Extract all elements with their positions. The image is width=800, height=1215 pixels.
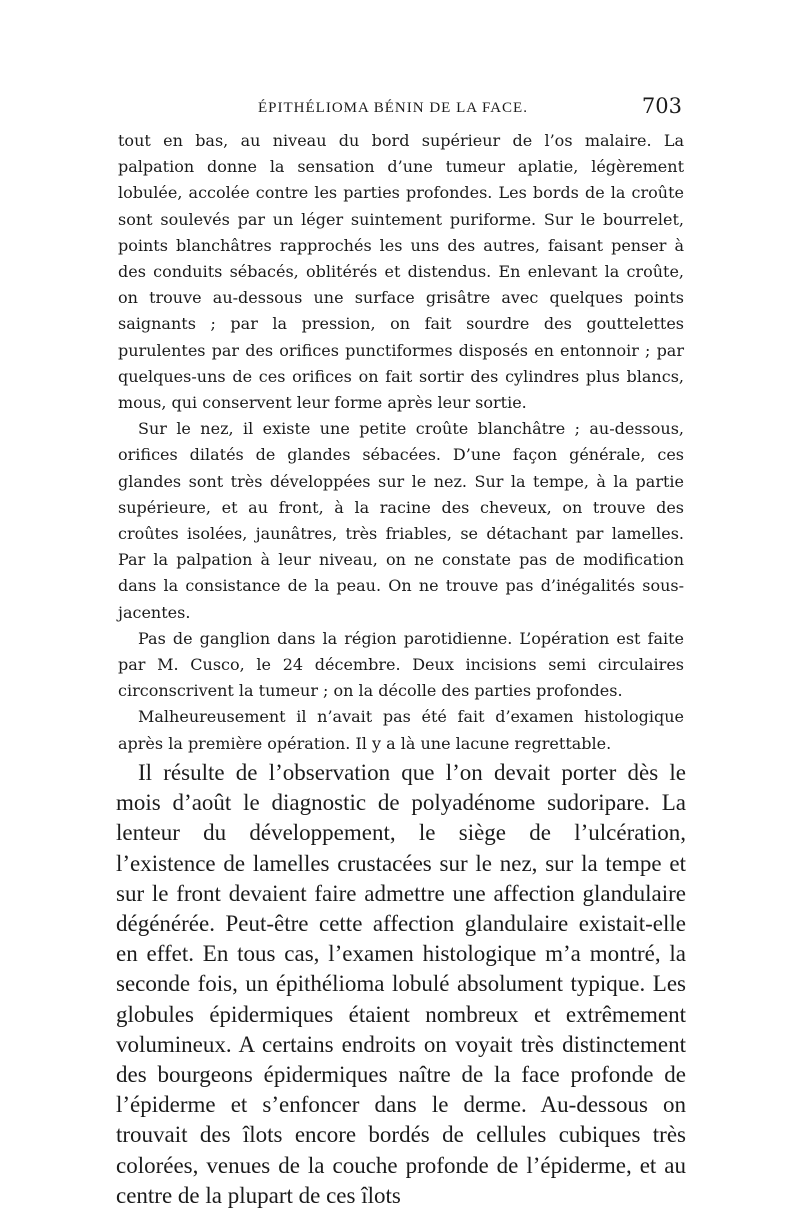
page-number: 703: [641, 94, 682, 118]
observation-text: [118, 128, 684, 757]
observation-paragraph: tout en bas, au niveau du bord supérieur de l’os malaire. La palpation donne la sensation d’une tumeur aplatie, légèrement lobulée, accolée contre les parties profondes. Les bords de la croûte sont soulevés par un léger suintement puriforme. Sur le bourrelet, points blanchâtres rapprochés les uns des autres, faisant penser à des conduits sébacés, oblitérés et distendus. En enlevant la croûte, on trouve au-dessous une surface grisâtre avec quelques points saignants ; par la pression, on fait sourdre des gouttelettes purulentes par des orifices punctiformes disposés en entonnoir ; par quelques-uns de ces orifices on fait sortir des cylindres plus blancs, mous, qui conservent leur forme après leur sortie.: [118, 131, 684, 413]
observation-paragraph: Sur le nez, il existe une petite croûte blanchâtre ; au-dessous, orifices dilatés de glandes sébacées. D’une façon générale, ces glandes sont très développées sur le nez. Sur la tempe, à la partie supérieure, et au front, à la racine des cheveux, on trouve des croûtes isolées, jaunâtres, très friables, se détachant par lamelles. Par la palpation à leur niveau, on ne constate pas de modification dans la consistance de la peau. On ne trouve pas d’inégalités sous-jacentes.: [118, 419, 684, 622]
discussion-text: [116, 758, 686, 1211]
page-header: [118, 94, 682, 126]
observation-paragraph: Malheureusement il n’avait pas été fait d’examen histologique après la première opération. Il y a là une lacune regrettable.: [118, 707, 684, 753]
observation-paragraph: Pas de ganglion dans la région parotidienne. L’opération est faite par M. Cusco, le 24 décembre. Deux incisions semi circulaires circonscrivent la tumeur ; on la décolle des parties profondes.: [118, 628, 684, 701]
running-title: ÉPITHÉLIOMA BÉNIN DE LA FACE.: [258, 100, 528, 116]
discussion-paragraph: Il résulte de l’observation que l’on devait porter dès le mois d’août le diagnostic de polyadénome sudoripare. La lenteur du développement, le siège de l’ulcération, l’existence de lamelles crustacées sur le nez, sur la tempe et sur le front devaient faire admettre une affection glandulaire dégénérée. Peut-être cette affection glandulaire existait-elle en effet. En tous cas, l’examen histologique m’a montré, la seconde fois, un épithélioma lobulé absolument typique. Les globules épidermiques étaient nombreux et extrêmement volumineux. A certains endroits on voyait très distinctement des bourgeons épidermiques naître de la face profonde de l’épiderme et s’enfoncer dans le derme. Au-dessous on trouvait des îlots encore bordés de cellules cubiques très colorées, venues de la couche profonde de l’épiderme, et au centre de la plupart de ces îlots: [116, 760, 686, 1208]
